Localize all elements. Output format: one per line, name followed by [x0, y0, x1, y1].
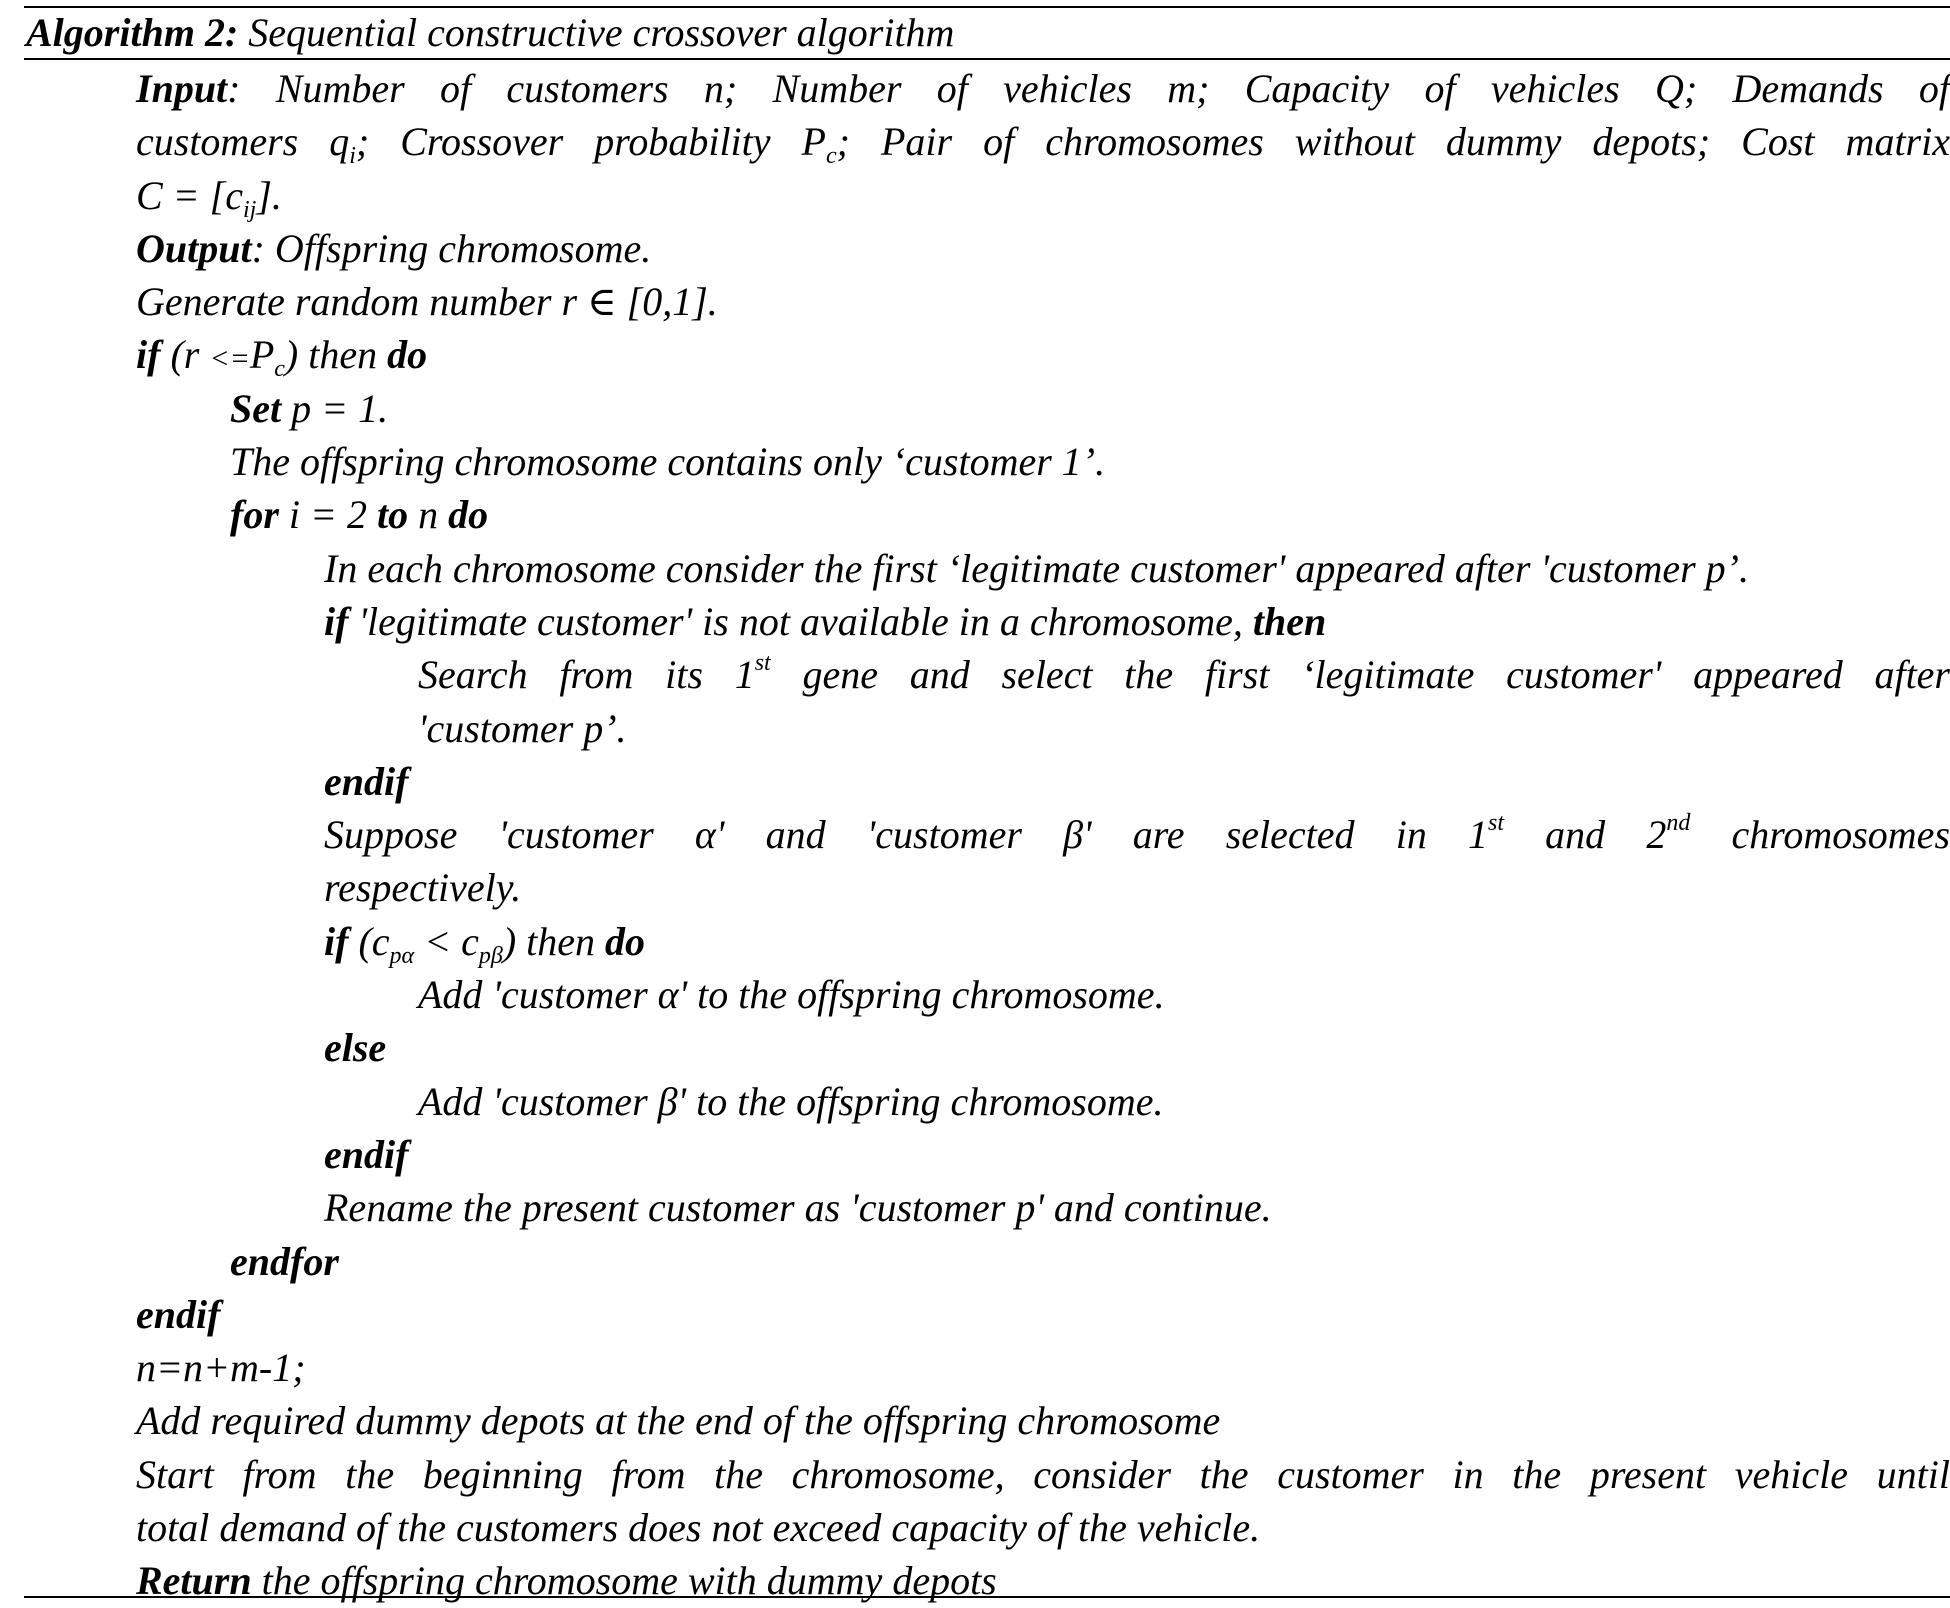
set-text: p = 1. [281, 385, 389, 431]
suppose-text-a: Suppose 'customer α' and 'customer β' are selected in 1 [324, 812, 1488, 858]
top-rule [24, 6, 1950, 8]
do-keyword: do [448, 492, 489, 538]
start-line-2: total demand of the customers does not exceed capacity of the vehicle. [136, 1505, 1261, 1551]
input-line-1 [24, 62, 1950, 115]
suppose-sup-nd: nd [1666, 810, 1691, 837]
if-keyword: if [136, 332, 161, 378]
if-crossover-line [24, 328, 1950, 381]
input-sub-ij: ij [243, 196, 257, 223]
output-keyword: Output [136, 225, 252, 271]
bottom-rule [24, 1596, 1950, 1598]
input-line-3 [24, 169, 1950, 222]
endif-line-2 [24, 1128, 1950, 1181]
generate-line: Generate random number r ∈ [0,1]. [136, 279, 718, 325]
suppose-line-1 [24, 808, 1950, 861]
respectively-line: respectively. [324, 865, 522, 911]
if3-sub-pbeta: pβ [478, 942, 503, 969]
if-legitimate-line [24, 595, 1950, 648]
consider-line: In each chromosome consider the first ‘legitimate customer' appeared after 'customer p’. [324, 545, 1749, 591]
if3-text-b: < c [414, 918, 479, 964]
input-text-c2: ]. [256, 172, 282, 218]
input-text-b1: customers q [136, 119, 350, 165]
algorithm-box [24, 6, 1950, 1604]
input-keyword: Input [136, 66, 228, 111]
algorithm-body [24, 62, 1950, 1608]
to-keyword: to [377, 492, 409, 538]
return-keyword: Return [136, 1558, 252, 1604]
start-line-1: Start from the beginning from the chromosome, consider the customer in the present vehicle until [136, 1451, 1950, 1497]
search-sup-st: st [754, 650, 771, 677]
input-text-b2: ; Crossover probability P [355, 119, 826, 165]
input-text-b3: ; Pair of chromosomes without dummy depots; Cost matrix [836, 119, 1950, 165]
suppose-text-b: and 2 [1504, 812, 1667, 858]
if1-sub-c: c [274, 356, 285, 383]
if1-le-symbol: <= [209, 342, 250, 376]
update-n-line: n=n+m-1; [136, 1345, 306, 1391]
set-keyword: Set [230, 385, 282, 431]
if-cost-line [24, 915, 1950, 968]
algorithm-label: Algorithm 2: [26, 10, 239, 55]
for-line [24, 488, 1950, 541]
input-sub-i: i [349, 143, 356, 170]
caption-rule [24, 58, 1950, 60]
endif-keyword: endif [324, 1131, 409, 1177]
endif-line-3 [24, 1288, 1950, 1341]
output-text: : Offspring chromosome. [251, 225, 652, 271]
if1-text-b: P [249, 332, 275, 378]
rename-line: Rename the present customer as 'customer p' and continue. [324, 1185, 1272, 1231]
add-beta-line: Add 'customer β' to the offspring chromosome. [418, 1078, 1164, 1124]
algorithm-caption [26, 10, 954, 56]
suppose-text-c: chromosomes [1690, 812, 1950, 858]
endif-keyword: endif [136, 1291, 221, 1337]
offspring-init-line: The offspring chromosome contains only ‘customer 1’. [230, 439, 1106, 485]
search-line-2: 'customer p’. [418, 705, 627, 751]
for-keyword: for [230, 492, 279, 538]
for-n-text: n [408, 492, 449, 538]
input-line-2 [24, 115, 1950, 168]
if3-text-a: (c [348, 918, 390, 964]
output-line [24, 222, 1950, 275]
for-text: i = 2 [278, 492, 377, 538]
search-line-1 [24, 648, 1950, 701]
do-keyword: do [387, 332, 428, 378]
endif-line-1 [24, 755, 1950, 808]
if2-text: 'legitimate customer' is not available in a chromosome, [348, 598, 1253, 644]
add-alpha-line: Add 'customer α' to the offspring chromosome. [418, 972, 1165, 1018]
search-text-b: gene and select the first ‘legitimate customer' appeared after [770, 652, 1950, 698]
set-line [24, 382, 1950, 435]
if-keyword: if [324, 918, 349, 964]
algorithm-title: Sequential constructive crossover algorithm [248, 10, 955, 55]
else-line [24, 1021, 1950, 1074]
if-keyword: if [324, 598, 349, 644]
return-text: the offspring chromosome with dummy depots [251, 1558, 997, 1604]
return-line [24, 1554, 1950, 1607]
if3-text-c: ) then [502, 918, 606, 964]
input-text-c1: C = [c [136, 172, 243, 218]
endif-keyword: endif [324, 758, 409, 804]
then-keyword: then [1252, 598, 1327, 644]
do-keyword: do [605, 918, 646, 964]
search-text-a: Search from its 1 [418, 652, 755, 698]
if1-text-a: (r [160, 332, 210, 378]
add-depots-line: Add required dummy depots at the end of the offspring chromosome [136, 1398, 1221, 1444]
endfor-line [24, 1235, 1950, 1288]
suppose-sup-st: st [1487, 810, 1504, 837]
input-text-a: : Number of customers n; Number of vehicles m; Capacity of vehicles Q; Demands of [227, 66, 1950, 111]
endfor-keyword: endfor [230, 1238, 339, 1284]
input-sub-c: c [826, 143, 837, 170]
if3-sub-palpha: pα [389, 942, 415, 969]
else-keyword: else [324, 1025, 387, 1071]
if1-text-c: ) then [284, 332, 388, 378]
